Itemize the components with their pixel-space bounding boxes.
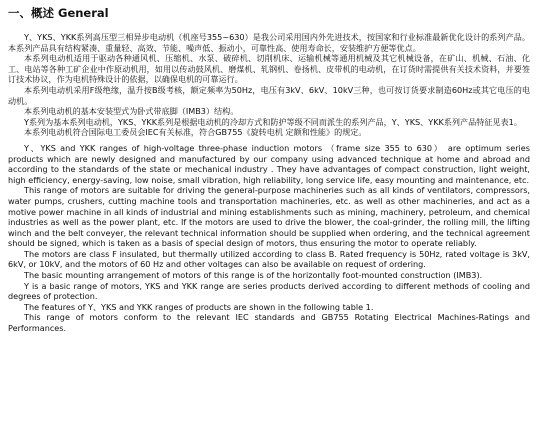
en-paragraph-2: This range of motors are suitable for driving the general-purpose machineries such as all kinds of ventilators, compressors, water pumps, crushers, cutting machine tools and transportation machineries, etc. as well as other machineries, and act as a motive power machine in all kinds of industrial and mining establishments such as mining, machinery, petroleum, and chemical industries as well as the power plant, etc. If the motors are used to drive the blower, the coal-grinder, the rolling mill, the lifting winch and the belt conveyer, the relevant technical information should be supplied when ordering, and the technical agreement should be signed, which is taken as a basis of special design of motors, thus ensuring the motor to operate reliably. [8,185,530,249]
en-paragraph-4: The basic mounting arrangement of motors of this range is of the horizontally foot-mounted construction (IMB3). [24,270,483,281]
chinese-text-block [8,32,530,138]
cn-paragraph-1: Y、YKS、YKK系列高压型三相异步电动机（机座号355~630）是我公司采用国内外先进技术，按国家和行业标准最新优化设计的系列产品。本系列产品具有结构紧凑、重量轻、高效、节能、噪声低、振动小，可靠性高、使用寿命长，安装维护方便等优点。 [8,32,530,53]
en-paragraph-7: This range of motors conform to the relevant IEC standards and GB755 Rotating Electrical Machines-Ratings and Performances. [8,312,530,334]
cn-paragraph-2: 本系列电动机适用于驱动各种通风机、压缩机、水泵、破碎机、切削机床、运输机械等通用机械及其它机械设备，在矿山、机械、石油、化工、电站等各种工矿企业中作原动机用，如用以传动鼓风机、磨煤机、轧钢机、卷扬机、皮带机的电动机，在订货时需提供有关技术资料，并要签订技术协议，作为电机特殊设计的依据，以确保电机的可靠运行。 [8,53,530,85]
en-paragraph-1: Y、YKS and YKK ranges of high-voltage three-phase induction motors （frame size 355 to 630） are optimum series products which are newly designed and manufactured by our company using advanced technique at home and abroad and according to the standards of the state or mechanical industry . They have advantages of compact construction, light weight, high efficiency, energy-saving, low noise, small vibration, high reliability, long service life, easy mounting and maintenance, etc. [8,142,530,185]
section-heading: 一、概述 General [8,6,109,20]
cn-paragraph-4: 本系列电动机的基本安装型式为卧式带底脚（IMB3）结构。 [24,106,239,117]
cn-paragraph-5: Y系列为基本系列电动机，YKS、YKK系列是根据电动机的冷却方式和防护等级不同而派生的系列产品，Y、YKS、YKK系列产品特征见表1。 [24,116,522,127]
en-paragraph-5: Y is a basic range of motors, YKS and YKK range are series products derived according to different methods of cooling and degrees of protection. [8,280,530,302]
cn-paragraph-6: 本系列电动机符合国际电工委员会IEC有关标准，符合GB755《旋转电机 定额和性能》的规定。 [24,127,367,138]
en-paragraph-3: The motors are class F insulated, but thermally utilized according to class B. Rated frequency is 50Hz, rated voltage is 3kV, 6kV, or 10kV, and the motors of 60 Hz and other voltages can also be available on request of ordering. [8,248,530,270]
cn-paragraph-3: 本系列电动机采用F级绝缘，温升按B级考核，额定频率为50Hz，电压有3kV、6kV、10kV三种，也可按订货要求制造60Hz或其它电压的电动机。 [8,84,530,106]
english-text-block [8,143,530,334]
en-paragraph-6: The features of Y、YKS and YKK ranges of products are shown in the following table 1. [24,301,374,312]
